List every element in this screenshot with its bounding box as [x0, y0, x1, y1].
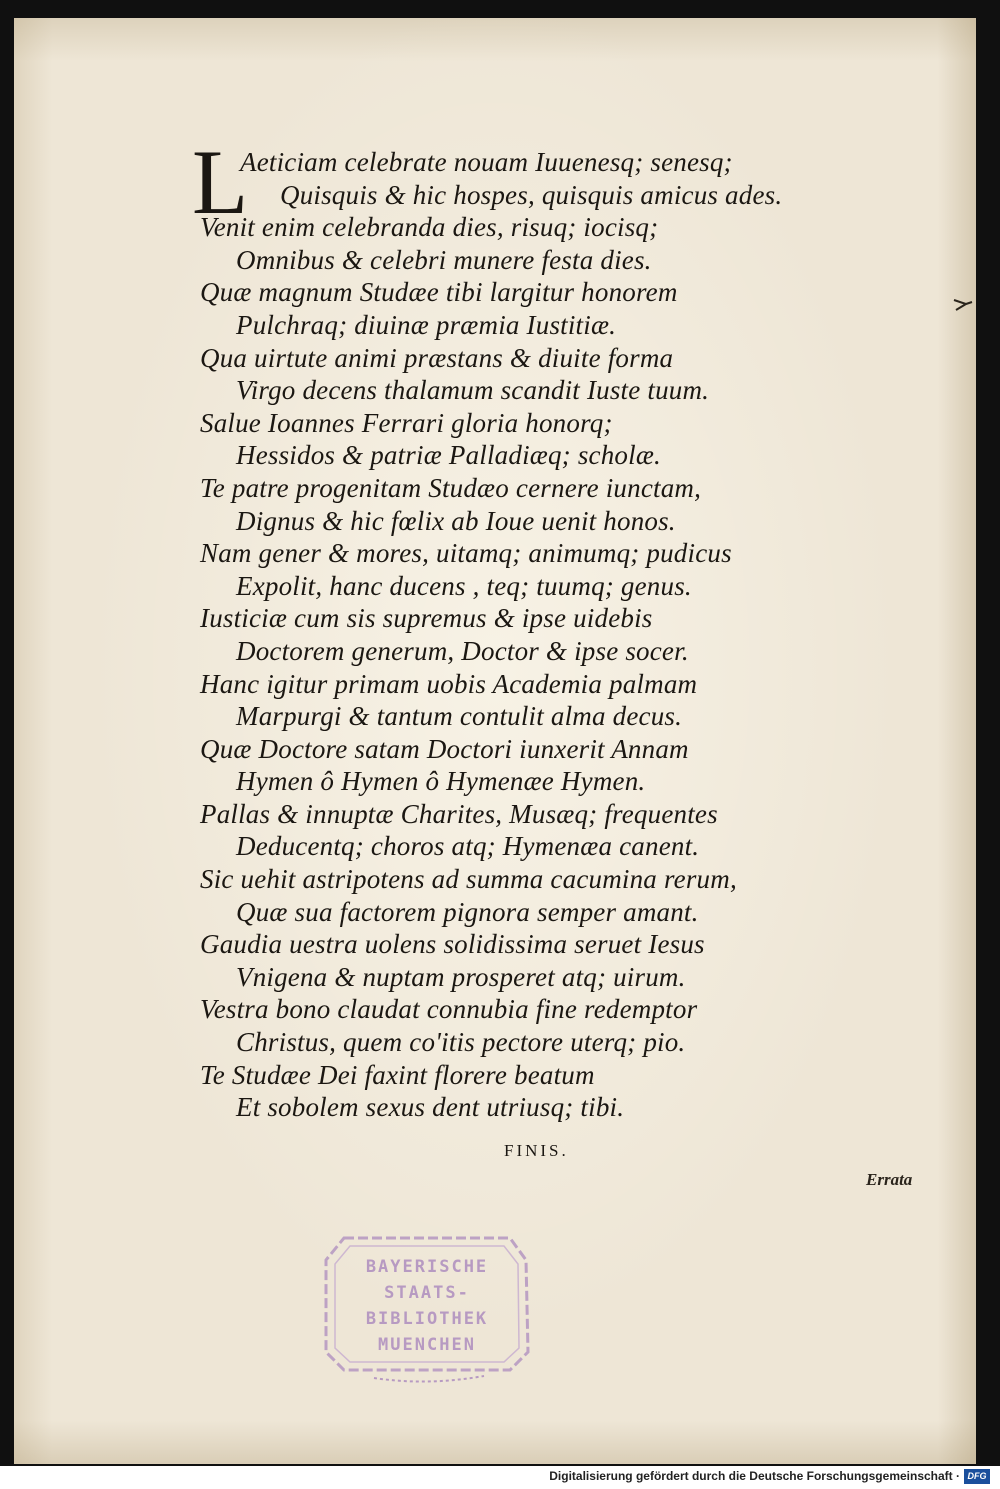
stamp-line-4: MUENCHEN [378, 1335, 476, 1355]
poem-line: Pallas & innuptæ Charites, Musæq; frequentes [200, 798, 718, 829]
poem-line: Marpurgi & tantum contulit alma decus. [236, 701, 683, 732]
poem-body [192, 131, 920, 1124]
poem-line: Iusticiæ cum sis supremus & ipse uidebis [200, 603, 653, 634]
poem-line: Dignus & hic fœlix ab Ioue uenit honos. [236, 505, 676, 536]
library-stamp [314, 1220, 540, 1384]
catchword: Errata [866, 1170, 913, 1189]
poem-line: Nam gener & mores, uitamq; animumq; pudicus [200, 538, 732, 569]
poem-line: Salue Ioannes Ferrari gloria honorq; [200, 407, 613, 438]
dfg-logo-icon: DFG [964, 1469, 990, 1484]
stamp-line-3: BIBLIOTHEK [365, 1309, 489, 1329]
poem-line: Christus, quem co'itis pectore uterq; pio. [236, 1027, 686, 1058]
poem-lines [200, 146, 920, 1124]
poem-line: Et sobolem sexus dent utriusq; tibi. [236, 1092, 625, 1123]
poem-line: Pulchraq; diuinæ præmia Iustitiæ. [236, 309, 617, 340]
poem-line: Hanc igitur primam uobis Academia palmam [200, 668, 698, 699]
poem-line: Quæ magnum Studæe tibi largitur honorem [200, 277, 678, 308]
page-edge-mark [952, 294, 974, 314]
footer-strip [0, 1466, 1000, 1489]
poem-line: Quisquis & hic hospes, quisquis amicus ades. [280, 179, 783, 210]
finis-label: FINIS. [504, 1141, 569, 1160]
poem-line: Te Studæe Dei faxint florere beatum [200, 1059, 595, 1090]
poem-line: Venit enim celebranda dies, risuq; iocisq; [200, 212, 659, 243]
book-page [14, 18, 976, 1464]
poem-line: Doctorem generum, Doctor & ipse socer. [236, 635, 689, 666]
poem-line: Gaudia uestra uolens solidissima seruet Iesus [200, 929, 705, 960]
stamp-line-2: STAATS- [384, 1283, 470, 1303]
stamp-line-1: BAYERISCHE [365, 1257, 489, 1277]
poem-line: Sic uehit astripotens ad summa cacumina rerum, [200, 864, 737, 895]
poem-line: Hymen ô Hymen ô Hymenæe Hymen. [236, 766, 646, 797]
poem-line: Expolit, hanc ducens , teq; tuumq; genus. [236, 570, 692, 601]
poem-line: Quæ sua factorem pignora semper amant. [236, 896, 699, 927]
funding-credit: Digitalisierung gefördert durch die Deutsche Forschungsgemeinschaft · [549, 1469, 960, 1483]
poem-line: Deducentq; choros atq; Hymenæa canent. [236, 831, 700, 862]
poem-line: Virgo decens thalamum scandit Iuste tuum. [236, 375, 710, 406]
poem-line: Hessidos & patriæ Palladiæq; scholæ. [236, 440, 661, 471]
poem-line: Qua uirtute animi præstans & diuite forma [200, 342, 674, 373]
poem-line: Vnigena & nuptam prosperet atq; uirum. [236, 961, 686, 992]
poem-line: Vestra bono claudat connubia fine redemptor [200, 994, 698, 1025]
poem-line: Quæ Doctore satam Doctori iunxerit Annam [200, 733, 689, 764]
initial-letter: L [192, 131, 249, 233]
poem-line: Aeticiam celebrate nouam Iuuenesq; senesq; [240, 147, 733, 177]
poem-line: Te patre progenitam Studæo cernere iunctam, [200, 472, 702, 503]
poem-line: Omnibus & celebri munere festa dies. [236, 244, 652, 275]
